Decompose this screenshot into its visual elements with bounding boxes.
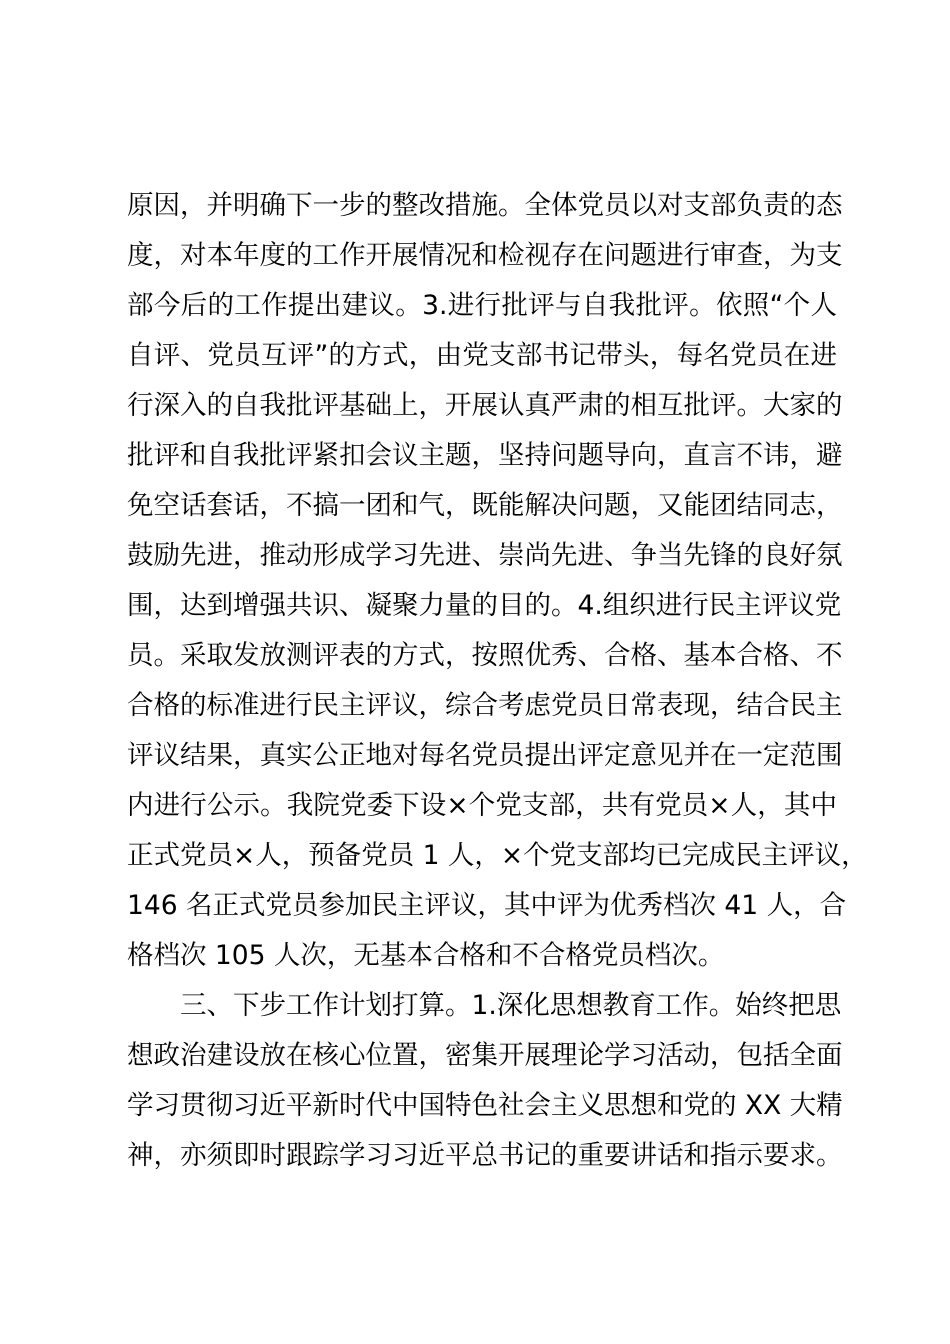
text-line: 批评和自我批评紧扣会议主题，坚持问题导向，直言不讳，避 <box>127 440 843 471</box>
text-line: 想政治建设放在核心位置，密集开展理论学习活动，包括全面 <box>127 1040 843 1071</box>
text-line: 评议结果，真实公正地对每名党员提出评定意见并在一定范围 <box>127 740 843 771</box>
text-line: 学习贯彻习近平新时代中国特色社会主义思想和党的 XX 大精 <box>127 1090 843 1121</box>
text-line: 部今后的工作提出建议。3.进行批评与自我批评。依照“个人 <box>127 290 837 321</box>
text-line: 员。采取发放测评表的方式，按照优秀、合格、基本合格、不 <box>127 640 843 671</box>
text-line: 三、下步工作计划打算。1.深化思想教育工作。始终把思 <box>180 990 842 1021</box>
text-line: 神，亦须即时跟踪学习习近平总书记的重要讲话和指示要求。 <box>127 1140 843 1171</box>
text-line: 自评、党员互评”的方式，由党支部书记带头，每名党员在进 <box>127 340 837 371</box>
text-line: 围，达到增强共识、凝聚力量的目的。4.组织进行民主评议党 <box>127 590 842 621</box>
text-line: 免空话套话，不搞一团和气，既能解决问题，又能团结同志， <box>127 490 843 521</box>
text-line: 度，对本年度的工作开展情况和检视存在问题进行审查，为支 <box>127 240 843 271</box>
text-line: 鼓励先进，推动形成学习先进、崇尚先进、争当先锋的良好氛 <box>127 540 843 571</box>
text-line: 合格的标准进行民主评议，综合考虑党员日常表现，结合民主 <box>127 690 843 721</box>
text-line: 正式党员×人，预备党员 1 人，×个党支部均已完成民主评议， <box>127 840 868 871</box>
text-line: 146 名正式党员参加民主评议，其中评为优秀档次 41 人，合 <box>127 890 847 921</box>
text-line: 内进行公示。我院党委下设×个党支部，共有党员×人，其中 <box>127 790 837 821</box>
text-line: 格档次 105 人次，无基本合格和不合格党员档次。 <box>127 940 725 971</box>
text-line: 原因，并明确下一步的整改措施。全体党员以对支部负责的态 <box>127 190 843 221</box>
text-line: 行深入的自我批评基础上，开展认真严肃的相互批评。大家的 <box>127 390 843 421</box>
